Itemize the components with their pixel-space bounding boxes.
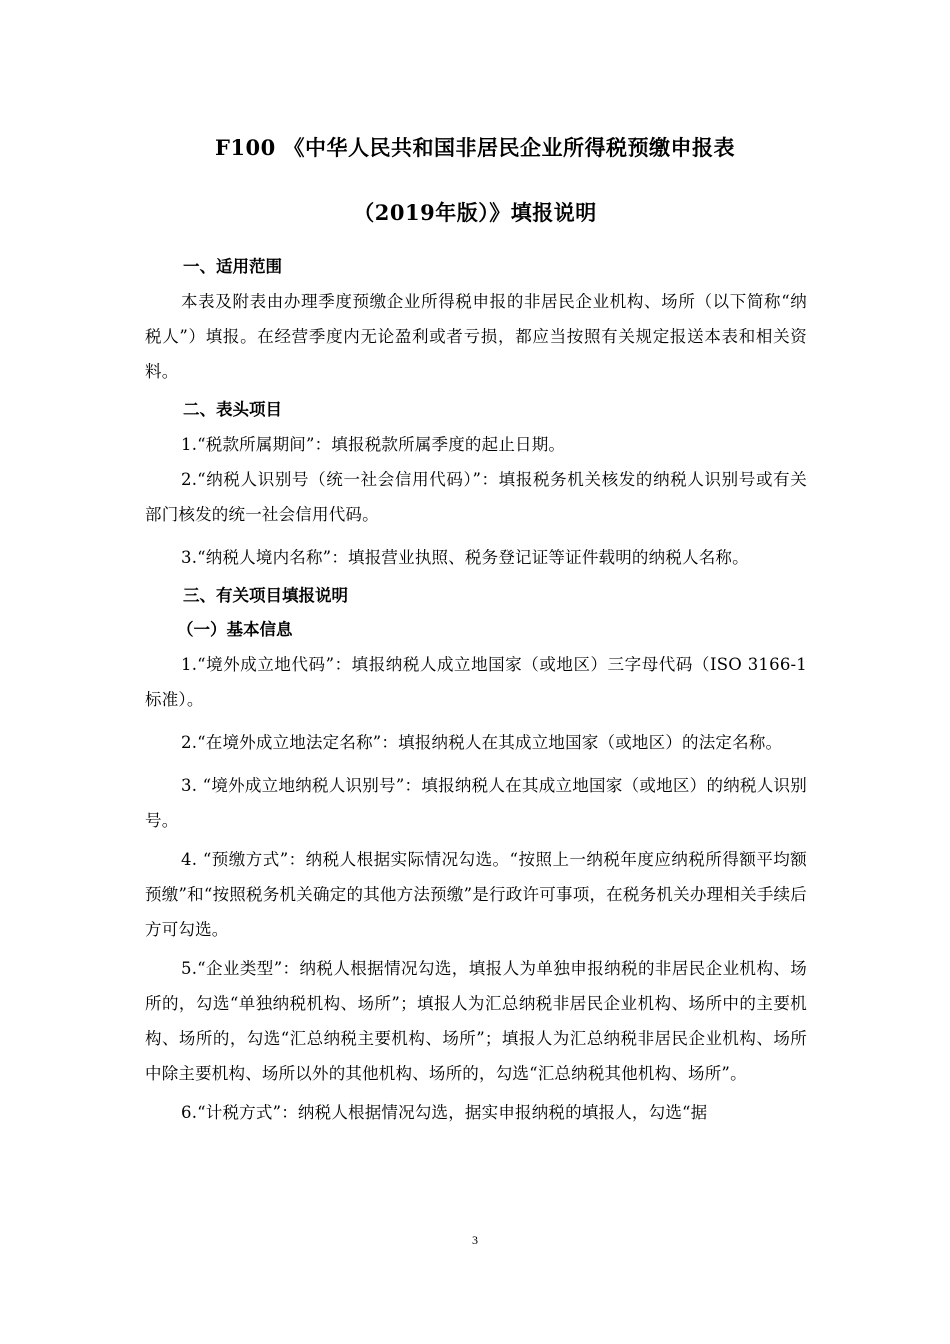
document-title-line-2: （2019年版）》填报说明	[353, 200, 597, 225]
section-heading-scope: 一、适用范围	[183, 257, 282, 276]
header-item-2: 2.“纳税人识别号（统一社会信用代码）”：填报税务机关核发的纳税人识别号或有关部门核发的统一社会信用代码。	[145, 470, 807, 524]
subsection-heading-basic-info: （一）基本信息	[177, 620, 293, 639]
scope-paragraph: 本表及附表由办理季度预缴企业所得税申报的非居民企业机构、场所（以下简称“纳税人”）填报。在经营季度内无论盈利或者亏损，都应当按照有关规定报送本表和相关资料。	[145, 292, 807, 381]
section-heading-item-instructions: 三、有关项目填报说明	[183, 586, 348, 605]
basic-info-item-5: 5.“企业类型”：纳税人根据情况勾选，填报人为单独申报纳税的非居民企业机构、场所的，勾选“单独纳税机构、场所”；填报人为汇总纳税非居民企业机构、场所中的主要机构、场所的，勾选“汇总纳税主要机构、场所”；填报人为汇总纳税非居民企业机构、场所中除主要机构、场所以外的其他机构、场所的，勾选“汇总纳税其他机构、场所”。	[145, 959, 807, 1083]
basic-info-item-3: 3. “境外成立地纳税人识别号”：填报纳税人在其成立地国家（或地区）的纳税人识别号。	[145, 776, 807, 830]
header-item-1: 1.“税款所属期间”：填报税款所属季度的起止日期。	[181, 435, 566, 454]
basic-info-item-2: 2.“在境外成立地法定名称”：填报纳税人在其成立地国家（或地区）的法定名称。	[181, 733, 783, 752]
document-body	[145, 250, 807, 1130]
basic-info-item-6: 6.“计税方式”：纳税人根据情况勾选，据实申报纳税的填报人，勾选“据	[181, 1103, 708, 1122]
page-number: 3	[472, 1233, 478, 1247]
section-heading-header-items: 二、表头项目	[183, 400, 282, 419]
document-title-line-1: F100 《中华人民共和国非居民企业所得税预缴申报表	[214, 135, 736, 160]
basic-info-item-4: 4. “预缴方式”：纳税人根据实际情况勾选。“按照上一纳税年度应纳税所得额平均额预缴”和“按照税务机关确定的其他方法预缴”是行政许可事项，在税务机关办理相关手续后方可勾选。	[145, 850, 807, 939]
header-item-3: 3.“纳税人境内名称”：填报营业执照、税务登记证等证件载明的纳税人名称。	[181, 548, 749, 567]
basic-info-item-1: 1.“境外成立地代码”：填报纳税人成立地国家（或地区）三字母代码（ISO 3166-1标准）。	[145, 655, 807, 709]
